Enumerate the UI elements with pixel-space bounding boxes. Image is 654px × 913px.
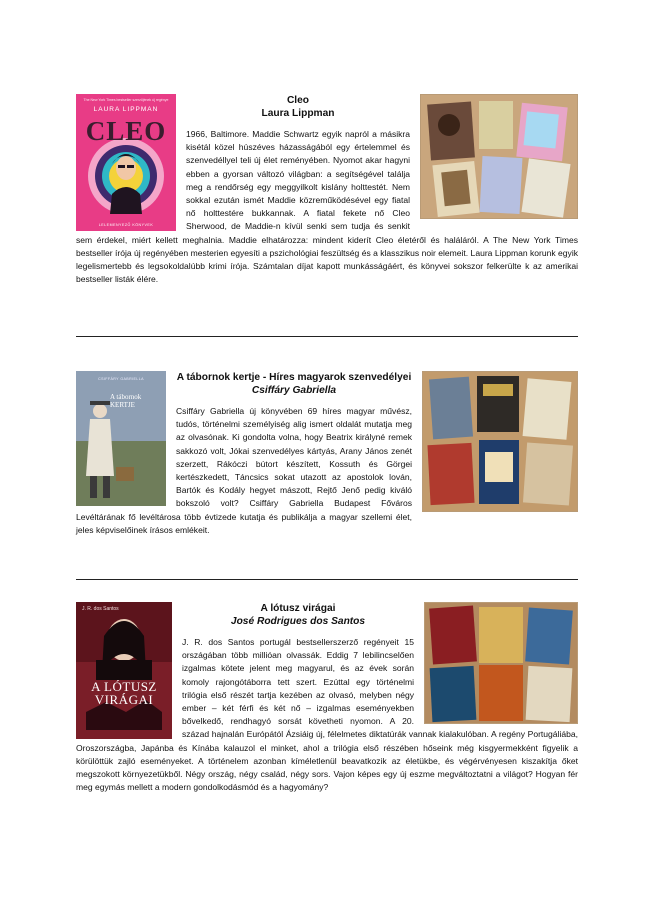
photo-books-cleo xyxy=(421,95,578,219)
cover-art xyxy=(76,371,166,506)
cover-art xyxy=(76,94,176,231)
book-display-photo xyxy=(422,371,578,512)
cover-author: CSIFFÁRY GABRIELLA xyxy=(98,377,144,381)
cover-title-line2: VIRÁGAI xyxy=(94,692,154,707)
article-title: Cleo xyxy=(286,95,310,106)
cover-title-line1: A LÓTUSZ xyxy=(91,679,157,694)
cover-title xyxy=(76,680,172,706)
article-author: Laura Lippman xyxy=(261,108,335,119)
cover-art xyxy=(76,602,172,739)
section-divider xyxy=(76,579,578,580)
article-cleo xyxy=(76,94,578,286)
article-author: José Rodrigues dos Santos xyxy=(230,616,366,627)
cover-author: J. R. dos Santos xyxy=(82,606,119,612)
cover-publisher: LELEMENYEZŐ KÖNYVEK xyxy=(98,223,154,227)
cover-title xyxy=(110,393,141,409)
article-body: Csiffáry Gabriella új könyvében 69 híres magyar művész, tudós, történelmi személyiség alig ismert oldalát mutatja meg az olvasónak. Ki gondolta volna, hogy Beatrix királyné remek sakkozó volt, Jókai szenvedélyes kártyás, Arany János zenét szerzett, Rákóczi bútort készített, Kossuth és Görgei kertészkedett, Táncsics sokat utazott az apostolok lován, Bartók és Kodály hegyet mászott, Rejtő Jenő pedig kiváló bokszoló volt? Csiffáry Gabriella Budapest Főváros Levéltárának fő levéltárosa több évtizede kutatja és publikálja a magyar szellemi élet, jeles képviselőinek írásos emlékeit. xyxy=(76,406,412,535)
book-cover-lotusz-viragai xyxy=(76,602,172,739)
book-cover-tabornok-kertje xyxy=(76,371,166,506)
book-display-photo xyxy=(420,94,578,219)
book-cover-cleo xyxy=(76,94,176,231)
cover-title: CLEO xyxy=(85,116,167,146)
cover-title-line2: KERTJE xyxy=(110,401,135,409)
cover-tagline: The New York Times bestseller szerzőjének új regénye xyxy=(83,98,169,102)
article-body: J. R. dos Santos portugál bestsellerszerző regényeit 15 országában több millióan olvassák. Eddig 7 lebilincselően izgalmas kötete jelent meg magyarul, és az évek során komoly rajongótáborra tett szert. Ezúttal egy történelmi trilógia első részét tartja kezében az olvasó, melyben négy ember – két férfi és két nő – izgalmas eseményekben bővelkedő, rendhagyó sorsát követheti nyomon. A 20. század hajnalán Európától Ázsiáig új, félelmetes diktatúrák vannak kialakulóban. A regény Portugáliába, Oroszországba, Japánba és Kínába kalauzol el minket, ahol a trilógia első részében hőseink még kisgyermekként figyelik a körülöttük zajló eseményeket. A történelem azonban kíméletlenül beavatkozik az életükbe, és végérvényesen kiszakítja őket megszokott környezetükből. Négy ország, négy család, négy sors. Vajon képes egy új eszme megváltoztatni a világot? Hogyan fér meg egymás mellett a modern gondolkodásmód és a hagyomány? xyxy=(76,637,578,793)
photo-books-lotusz xyxy=(425,603,578,724)
cover-title-line1: A tábornok xyxy=(110,393,142,401)
article-title: A lótusz virágai xyxy=(260,603,336,614)
article-title: A tábornok kertje - Híres magyarok szenvedélyei xyxy=(176,372,412,383)
book-display-photo xyxy=(424,602,578,724)
photo-books-tabornok xyxy=(423,372,578,512)
article-tabornok-kertje xyxy=(76,371,578,537)
section-divider xyxy=(76,336,578,337)
article-body: 1966, Baltimore. Maddie Schwartz egyik napról a másikra kisétál közel húszéves házasságából egy értelemmel és szenvedéllyel teli új élet reményében. Nyomot akar hagyni ebben a gyorsan változó világban: a segítségével találja meg a rendőrség egy meggyilkolt kislány holttestét. Nem sokkal ezután ismét Maddie közreműködésével egy fiatal nő holttestére bukkannak. A fiatal fekete nő Cleo Sherwood, de Maddie-n kívül senki sem tudja és senkit sem érdekel, miért kellett meghalnia. Maddie elhatározza: mindent kiderít Cleo életéről és haláláról. A The New York Times bestseller írója új regényében mesterien egyesíti a pszichológiai feszültség és a klasszikus noir elemeit. Laura Lippman korunk egyik legelismertebb és legsokoldalúbb krimi írója. Számtalan díjat kapott munkásságáért, és könyvei sokszor felkerülte k az amerikai bestseller listák élére. xyxy=(76,129,578,285)
article-author: Csiffáry Gabriella xyxy=(251,385,337,396)
cover-author: LAURA LIPPMAN xyxy=(93,106,159,113)
article-lotusz-viragai xyxy=(76,602,578,794)
